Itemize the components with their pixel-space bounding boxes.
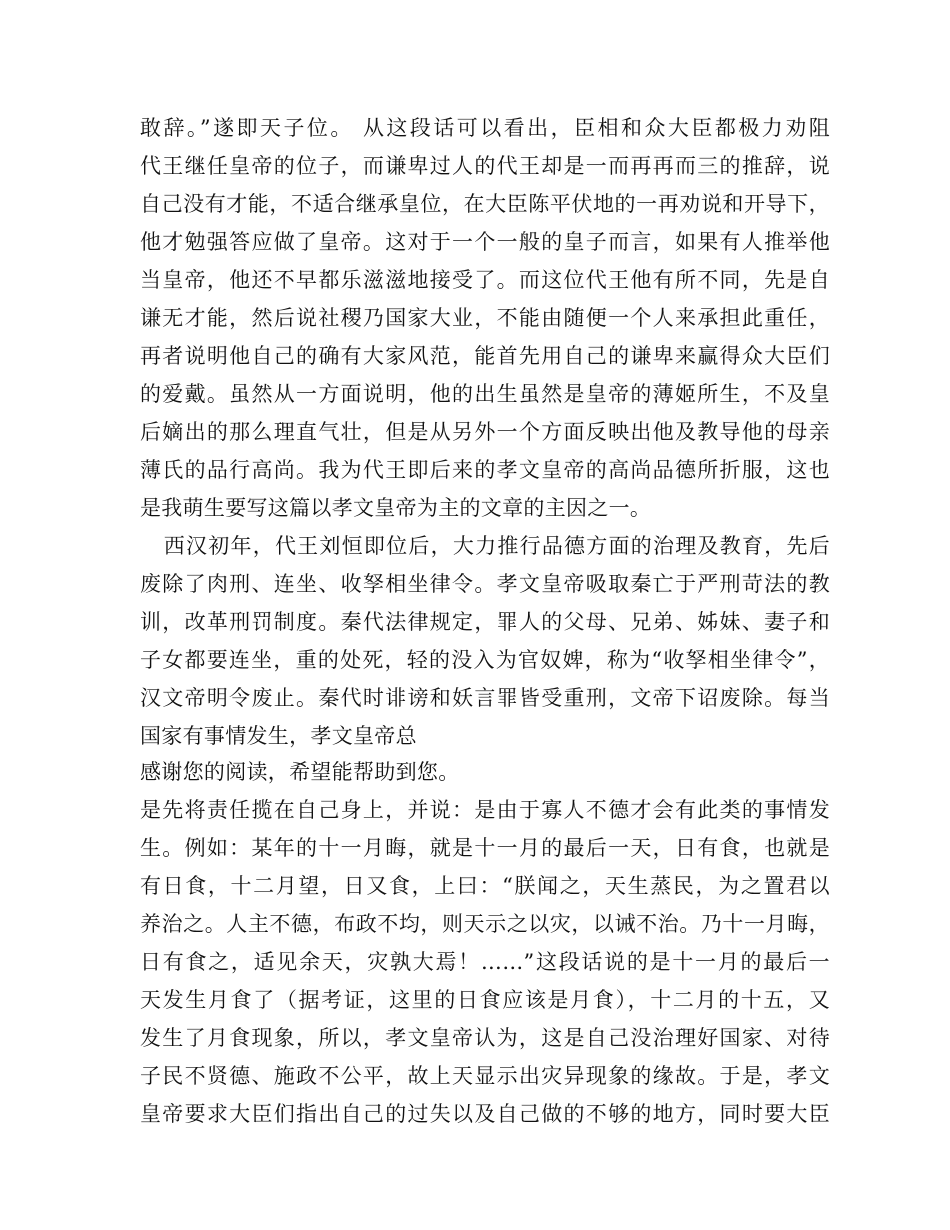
text-line: 西汉初年，代王刘恒即位后，大力推行品德方面的治理及教育，先后 [140,534,830,558]
text-line: 生。例如：某年的十一月晦，就是十一月的最后一天，日有食，也就是 [140,836,830,860]
text-line: 皇帝要求大臣们指出自己的过失以及自己做的不够的地方，同时要大臣 [140,1102,830,1126]
text-line: 子民不贤德、施政不公平，故上天显示出灾异现象的缘故。于是，孝文 [140,1064,830,1088]
text-line: 子女都要连坐，重的处死，轻的没入为官奴婢，称为“收孥相坐律令”， [140,648,830,672]
text-line: 废除了肉刑、连坐、收孥相坐律令。孝文皇帝吸取秦亡于严刑苛法的教 [140,572,830,596]
text-line: 薄氏的品行高尚。我为代王即后来的孝文皇帝的高尚品德所折服，这也 [140,458,830,482]
text-line: 发生了月食现象，所以，孝文皇帝认为，这是自己没治理好国家、对待 [140,1026,830,1050]
text-line: 感谢您的阅读，希望能帮助到您。 [140,760,460,784]
text-line: 自己没有才能，不适合继承皇位，在大臣陈平伏地的一再劝说和开导下， [140,192,830,216]
text-line: 代王继任皇帝的位子，而谦卑过人的代王却是一而再再而三的推辞，说 [140,154,830,178]
text-line: 当皇帝，他还不早都乐滋滋地接受了。而这位代王他有所不同，先是自 [140,268,830,292]
text-line: 训，改革刑罚制度。秦代法律规定，罪人的父母、兄弟、姊妹、妻子和 [140,610,830,634]
text-line: 国家有事情发生，孝文皇帝总 [140,724,417,748]
text-line: 他才勉强答应做了皇帝。这对于一个一般的皇子而言，如果有人推举他 [140,230,830,254]
text-line: 谦无才能，然后说社稷乃国家大业，不能由随便一个人来承担此重任， [140,306,830,330]
text-line: 有日食，十二月望，日又食，上曰：“朕闻之，天生蒸民，为之置君以 [140,874,830,898]
text-line: 是我萌生要写这篇以孝文皇帝为主的文章的主因之一。 [140,496,652,520]
text-line: 养治之。人主不德，布政不均，则天示之以灾，以诫不治。乃十一月晦， [140,912,830,936]
text-line: 汉文帝明令废止。秦代时诽谤和妖言罪皆受重刑，文帝下诏废除。每当 [140,686,830,710]
text-line: 后嫡出的那么理直气壮，但是从另外一个方面反映出他及教导他的母亲 [140,420,830,444]
text-line: 日有食之，适见余天，灾孰大焉！……”这段话说的是十一月的最后一 [140,950,830,974]
text-line: 是先将责任揽在自己身上，并说：是由于寡人不德才会有此类的事情发 [140,798,830,822]
text-line: 的爱戴。虽然从一方面说明，他的出生虽然是皇帝的薄姬所生，不及皇 [140,382,830,406]
text-line: 敢辞。”遂即天子位。 从这段话可以看出，臣相和众大臣都极力劝阻 [140,116,830,140]
text-line: 再者说明他自己的确有大家风范，能首先用自己的谦卑来赢得众大臣们 [140,344,830,368]
text-line: 天发生月食了（据考证，这里的日食应该是月食），十二月的十五，又 [140,988,830,1012]
